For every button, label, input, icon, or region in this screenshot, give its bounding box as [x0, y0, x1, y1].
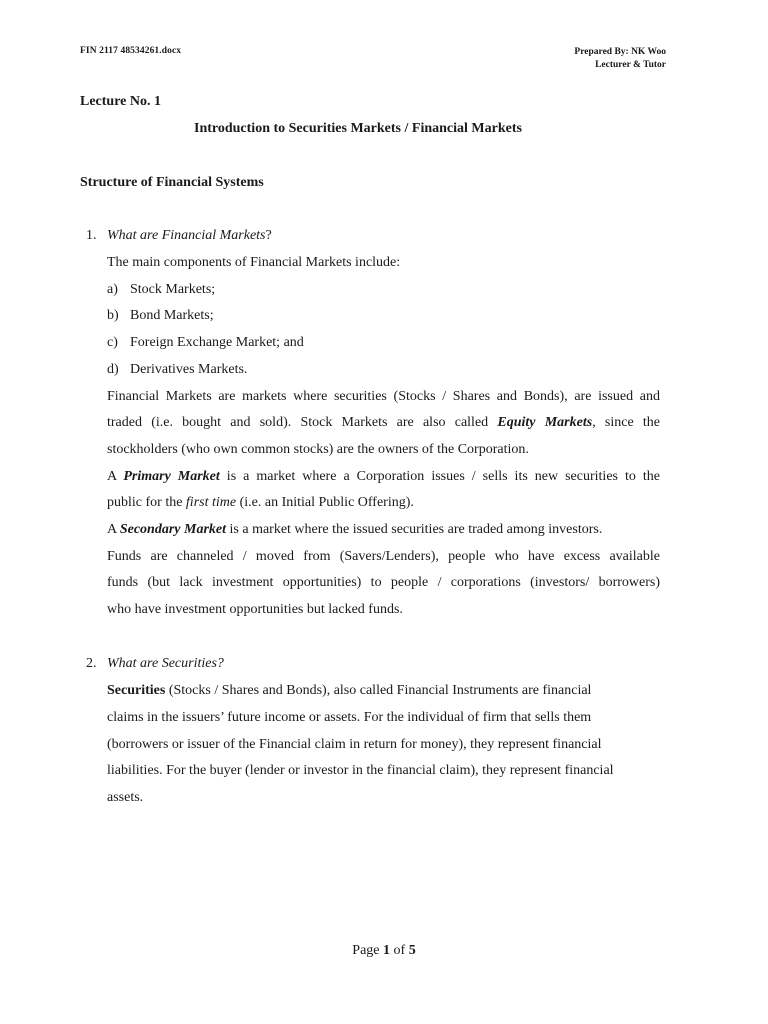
list-item-text: Derivatives Markets. [130, 362, 248, 377]
q1-paragraph-line [107, 414, 660, 432]
q2-question-text: What are Securities? [107, 656, 224, 671]
q1-question-mark: ? [265, 228, 272, 243]
q1-number: 1. [86, 228, 97, 243]
text-run: (i.e. an Initial Public Offering). [236, 495, 414, 510]
list-item-label: a) [107, 282, 118, 297]
text-run: is a market where a Corporation issues / sells its new securities to the [219, 469, 660, 484]
q2-paragraph-line [107, 682, 591, 700]
text-run: A [107, 522, 120, 537]
term-secondary-market: Secondary Market [119, 522, 227, 537]
q1-paragraph-line: Funds are channeled / moved from (Savers/Lenders), people who have excess available [107, 549, 660, 564]
footer-current-page: 1 [383, 943, 391, 958]
q2-paragraph-line: assets. [107, 790, 144, 805]
q1-paragraph-line: stockholders (who own common stocks) are the owners of the Corporation. [107, 442, 529, 457]
q1-paragraph-line: Financial Markets are markets where securities (Stocks / Shares and Bonds), are issued and [107, 389, 660, 404]
q1-intro: The main components of Financial Markets include: [107, 255, 401, 270]
list-item [107, 281, 215, 299]
list-item-text: Foreign Exchange Market; and [130, 335, 304, 350]
text-run: is a market where the issued securities are traded among investors. [226, 522, 603, 537]
header-role: Lecturer & Tutor [595, 60, 666, 70]
header-author [574, 46, 666, 72]
q1-question [107, 227, 272, 245]
q2-paragraph-line: liabilities. For the buyer (lender or investor in the financial claim), they represent financial [107, 763, 614, 778]
list-item-text: Stock Markets; [130, 282, 216, 297]
q2-paragraph-line: claims in the issuers’ future income or assets. For the individual of firm that sells them [107, 710, 592, 725]
q1-paragraph-line [107, 494, 414, 512]
q2-number: 2. [86, 656, 97, 671]
text-run: (Stocks / Shares and Bonds), also called Financial Instruments are financial [165, 683, 592, 698]
q1-paragraph-line: who have investment opportunities but lacked funds. [107, 602, 403, 617]
term-equity-markets: Equity Markets [497, 415, 593, 430]
footer-total-pages: 5 [408, 943, 416, 958]
list-item [107, 361, 247, 379]
list-item [107, 307, 214, 325]
q2-question [107, 655, 224, 673]
term-securities: Securities [107, 683, 166, 698]
document-title: Introduction to Securities Markets / Financial Markets [194, 121, 522, 136]
text-run: public for the [107, 495, 186, 510]
list-item-text: Bond Markets; [130, 308, 214, 323]
footer-of-word: of [390, 943, 409, 958]
list-item-label: b) [107, 308, 119, 323]
lecture-number: Lecture No. 1 [80, 94, 161, 109]
section-heading: Structure of Financial Systems [80, 175, 264, 190]
footer-page-word: Page [352, 943, 384, 958]
header-file-name: FIN 2117 48534261.docx [80, 46, 182, 56]
text-run: traded (i.e. bought and sold). Stock Markets are also called [107, 415, 498, 430]
page-number-footer [0, 943, 768, 959]
q1-paragraph-line: funds (but lack investment opportunities) to people / corporations (investors/ borrowers) [107, 575, 660, 590]
term-first-time: first time [185, 495, 237, 510]
term-primary-market: Primary Market [123, 469, 220, 484]
list-item [107, 334, 304, 352]
list-item-label: d) [107, 362, 119, 377]
list-item-label: c) [107, 335, 118, 350]
q2-paragraph-line: (borrowers or issuer of the Financial claim in return for money), they represent financial [107, 737, 602, 752]
q1-paragraph-line [107, 521, 602, 539]
text-run: A [107, 469, 124, 484]
header-prepared-by: Prepared By: NK Woo [574, 47, 666, 57]
q1-paragraph-line [107, 468, 660, 486]
text-run: , since the [592, 415, 660, 430]
q1-question-text: What are Financial Markets [107, 228, 266, 243]
